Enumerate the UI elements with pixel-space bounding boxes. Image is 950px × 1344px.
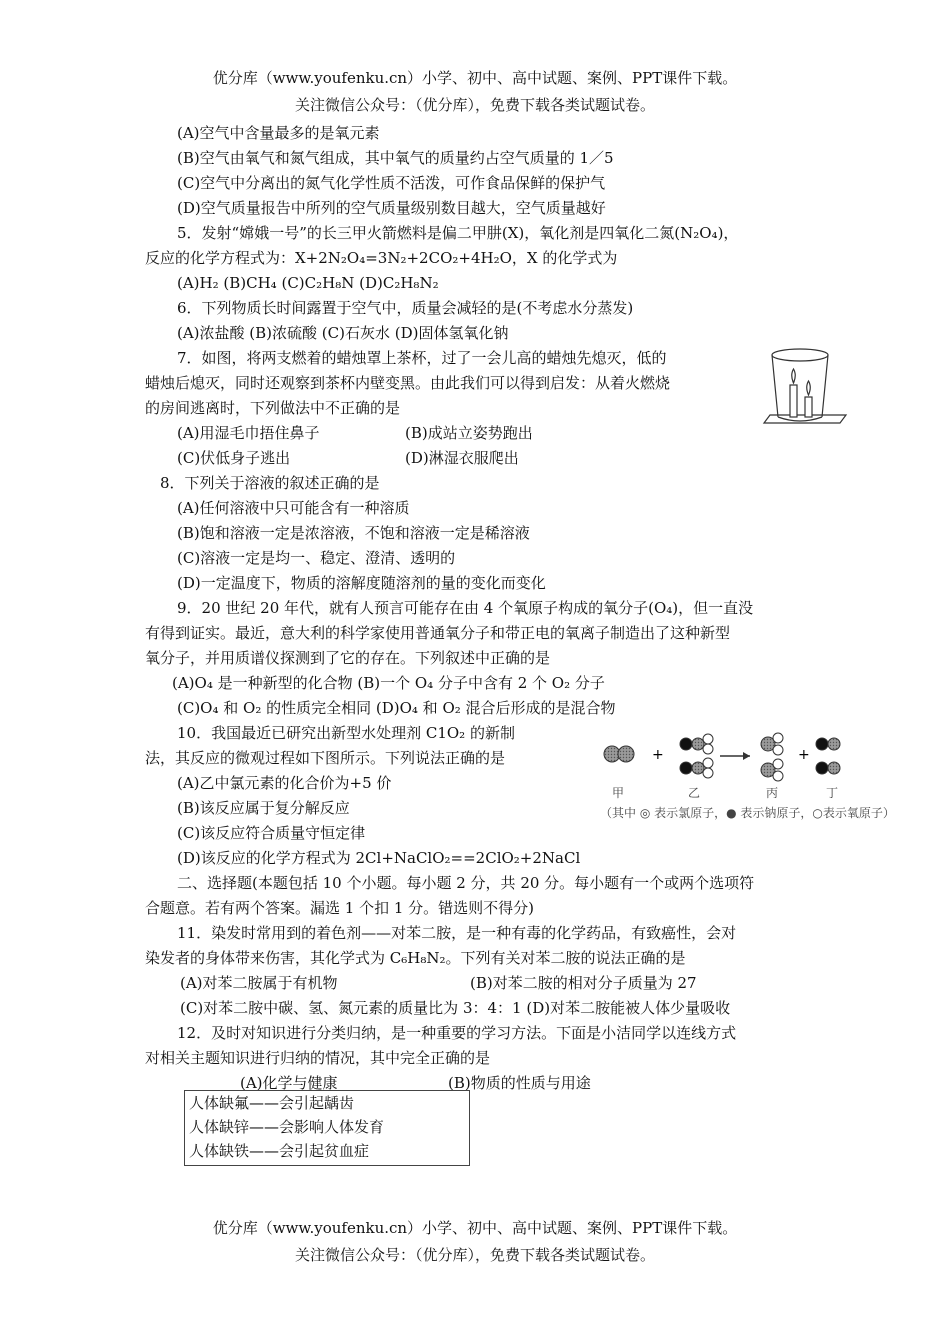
q10-option-b: (B)该反应属于复分解反应 <box>177 799 350 817</box>
q5-options: (A)H₂ (B)CH₄ (C)C₂H₈N (D)C₂H₈N₂ <box>177 274 439 292</box>
page-header-line1: 优分库（www.youfenku.cn）小学、初中、高中试题、案例、PPT课件下载。 <box>212 69 738 87</box>
q7-stem-line1: 7．如图，将两支燃着的蜡烛罩上茶杯，过了一会儿高的蜡烛先熄灭，低的 <box>177 349 667 367</box>
q5-stem-line1: 5．发射“嫦娥一号”的长三甲火箭燃料是偏二甲肼(X)，氧化剂是四氧化二氮(N₂O₄)， <box>177 224 739 242</box>
q9-options-cd: (C)O₄ 和 O₂ 的性质完全相同 (D)O₄ 和 O₂ 混合后形成的是混合物 <box>177 699 616 717</box>
q7-option-d: (D)淋湿衣服爬出 <box>405 449 519 467</box>
q8-option-b: (B)饱和溶液一定是浓溶液，不饱和溶液一定是稀溶液 <box>177 524 530 542</box>
q11-option-b: (B)对苯二胺的相对分子质量为 27 <box>470 974 697 992</box>
q10-option-a: (A)乙中氯元素的化合价为+5 价 <box>177 774 392 792</box>
q8-option-c: (C)溶液一定是均一、稳定、澄清、透明的 <box>177 549 456 567</box>
q8-stem: 8．下列关于溶液的叙述正确的是 <box>160 474 380 492</box>
q7-stem-line3: 的房间逃离时，下列做法中不正确的是 <box>145 399 401 417</box>
q9-stem-line2: 有得到证实。最近，意大利的科学家使用普通氧分子和带正电的氧离子制造出了这种新型 <box>145 624 731 642</box>
diagram-label-ding: 丁 <box>826 786 839 800</box>
q10-option-d: (D)该反应的化学方程式为 2Cl+NaClO₂==2ClO₂+2NaCl <box>177 849 581 867</box>
q11-stem-line2: 染发者的身体带来伤害，其化学式为 C₆H₈N₂。下列有关对苯二胺的说法正确的是 <box>145 949 686 967</box>
q12-option-b: (B)物质的性质与用途 <box>448 1074 591 1092</box>
q7-option-b: (B)成站立姿势跑出 <box>405 424 533 442</box>
q7-option-c: (C)伏低身子逃出 <box>177 449 291 467</box>
q11-option-a: (A)对苯二胺属于有机物 <box>180 974 338 992</box>
q4-option-c: (C)空气中分离出的氮气化学性质不活泼，可作食品保鲜的保护气 <box>177 174 606 192</box>
diagram-label-jia: 甲 <box>612 786 625 800</box>
page-footer-line2: 关注微信公众号：（优分库），免费下载各类试题试卷。 <box>294 1246 655 1264</box>
box-line-fluorine: 人体缺氟——会引起龋齿 <box>189 1094 355 1112</box>
q11-stem-line1: 11．染发时常用到的着色剂——对苯二胺，是一种有毒的化学药品，有致癌性，会对 <box>177 924 737 942</box>
section2-line1: 二、选择题(本题包括 10 个小题。每小题 2 分，共 20 分。每小题有一个或两个选项符 <box>177 874 755 892</box>
q9-stem-line3: 氧分子，并用质谱仪探测到了它的存在。下列叙述中正确的是 <box>145 649 551 667</box>
health-knowledge-box <box>184 1090 470 1166</box>
diagram-label-yi: 乙 <box>688 786 701 800</box>
q11-options-cd: (C)对苯二胺中碳、氢、氮元素的质量比为 3：4：1 (D)对苯二胺能被人体少量吸收 <box>180 999 731 1017</box>
q9-stem-line1: 9．20 世纪 20 年代，就有人预言可能存在由 4 个氧原子构成的氧分子(O₄)，但一直没 <box>177 599 754 617</box>
page-footer-line1: 优分库（www.youfenku.cn）小学、初中、高中试题、案例、PPT课件下载。 <box>212 1219 738 1237</box>
section2-line2: 合题意。若有两个答案。漏选 1 个扣 1 分。错选则不得分) <box>145 899 535 917</box>
q4-option-d: (D)空气质量报告中所列的空气质量级别数目越大，空气质量越好 <box>177 199 606 217</box>
page-header-line2: 关注微信公众号：（优分库），免费下载各类试题试卷。 <box>294 96 655 114</box>
box-line-iron: 人体缺铁——会引起贫血症 <box>189 1142 370 1160</box>
q9-options-ab: (A)O₄ 是一种新型的化合物 (B)一个 O₄ 分子中含有 2 个 O₂ 分子 <box>172 674 605 692</box>
diagram-legend: （其中 ◎ 表示氯原子，● 表示钠原子，○表示氧原子） <box>600 806 895 820</box>
q10-option-c: (C)该反应符合质量守恒定律 <box>177 824 366 842</box>
q7-stem-line2: 蜡烛后熄灭，同时还观察到茶杯内壁变黑。由此我们可以得到启发：从着火燃烧 <box>145 374 671 392</box>
q12-option-a: (A)化学与健康 <box>240 1074 338 1092</box>
svg-text:+: + <box>798 747 810 763</box>
diagram-label-bing: 丙 <box>766 786 779 800</box>
q8-option-d: (D)一定温度下，物质的溶解度随溶剂的量的变化而变化 <box>177 574 546 592</box>
q12-stem-line1: 12．及时对知识进行分类归纳，是一种重要的学习方法。下面是小洁同学以连线方式 <box>177 1024 737 1042</box>
q7-option-a: (A)用湿毛巾捂住鼻子 <box>177 424 320 442</box>
q5-stem-line2: 反应的化学方程式为：X+2N₂O₄=3N₂+2CO₂+4H₂O，X 的化学式为 <box>145 249 618 267</box>
q6-options: (A)浓盐酸 (B)浓硫酸 (C)石灰水 (D)固体氢氧化钠 <box>177 324 509 342</box>
q4-option-a: (A)空气中含量最多的是氧元素 <box>177 124 380 142</box>
q6-stem: 6．下列物质长时间露置于空气中，质量会减轻的是(不考虑水分蒸发) <box>177 299 634 317</box>
candle-cup-figure <box>760 345 850 431</box>
q10-stem-line1: 10．我国最近已研究出新型水处理剂 C1O₂ 的新制 <box>177 724 515 742</box>
svg-text:+: + <box>652 747 664 763</box>
box-line-zinc: 人体缺锌——会影响人体发育 <box>189 1118 385 1136</box>
q10-stem-line2: 法，其反应的微观过程如下图所示。下列说法正确的是 <box>145 749 506 767</box>
q12-stem-line2: 对相关主题知识进行归纳的情况，其中完全正确的是 <box>145 1049 491 1067</box>
q4-option-b: (B)空气由氧气和氮气组成，其中氧气的质量约占空气质量的 1／5 <box>177 149 614 167</box>
q8-option-a: (A)任何溶液中只可能含有一种溶质 <box>177 499 410 517</box>
